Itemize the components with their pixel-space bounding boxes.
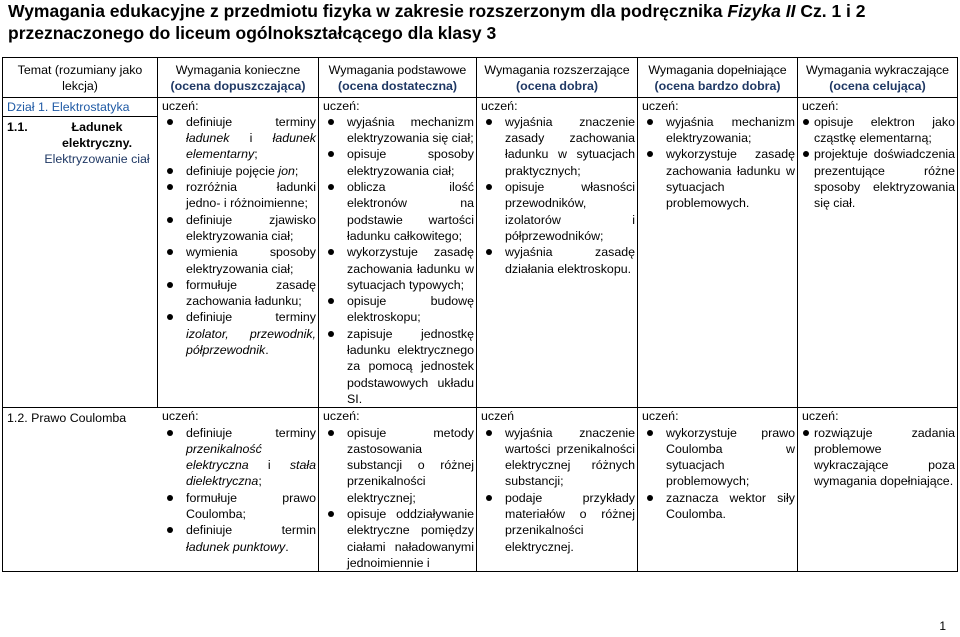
topic-name: Ładunek elektryczny. Elektryzowanie ciał bbox=[44, 119, 150, 167]
requirements-cell bbox=[638, 97, 798, 408]
list-item: wymienia sposoby elektryzowania ciał; bbox=[160, 244, 316, 277]
list-item: definiuje pojęcie jon; bbox=[160, 163, 316, 179]
header-topic: Temat (rozumiany jako lekcja) bbox=[3, 58, 158, 98]
topic-name: Prawo Coulomba bbox=[31, 411, 127, 426]
header-rozszerzajace: Wymagania rozszerzające (ocena dobra) bbox=[477, 58, 638, 98]
topic-number: 1.1. bbox=[7, 119, 28, 134]
list-item: formułuje prawo Coulomba; bbox=[160, 490, 316, 523]
list-item: podaje przykłady materiałów o różnej przenikalności elektrycznej. bbox=[479, 490, 635, 555]
table-row bbox=[3, 97, 958, 408]
list-item: opisuje elektron jako cząstkę elementarną; bbox=[800, 114, 955, 147]
requirements-list bbox=[800, 425, 955, 490]
list-item: opisuje własności przewodników, izolatorów i półprzewodników; bbox=[479, 179, 635, 244]
requirements-cell bbox=[319, 97, 477, 408]
requirements-list bbox=[800, 114, 955, 212]
list-item: wykorzystuje prawo Coulomba w sytuacjach problemowych; bbox=[640, 425, 795, 490]
list-item: zaznacza wektor siły Coulomba. bbox=[640, 490, 795, 523]
topic-and-konieczne-cell bbox=[3, 408, 319, 572]
list-item: wyjaśnia mechanizm elektryzowania; bbox=[640, 114, 795, 147]
header-wykraczajace: Wymagania wykraczające (ocena celująca) bbox=[798, 58, 958, 98]
requirements-lead: uczeń: bbox=[162, 409, 199, 424]
list-item: wykorzystuje zasadę zachowania ładunku w sytuacjach problemowych. bbox=[640, 146, 795, 211]
topic-cell bbox=[3, 97, 158, 408]
topic-number: 1.2. bbox=[7, 411, 28, 426]
requirements-lead: uczeń: bbox=[323, 409, 360, 424]
list-item: projektuje doświadczenia prezentujące różne sposoby elektryzowania się ciał. bbox=[800, 146, 955, 211]
requirements-cell bbox=[798, 408, 958, 572]
list-item: rozróżnia ładunki jedno- i różnoimienne; bbox=[160, 179, 316, 212]
list-item: definiuje termin ładunek punktowy. bbox=[160, 522, 316, 555]
requirements-cell bbox=[158, 97, 319, 408]
list-item: wyjaśnia mechanizm elektryzowania się ciał; bbox=[321, 114, 474, 147]
list-item: wyjaśnia znaczenie wartości przenikalności elektrycznej różnych substancji; bbox=[479, 425, 635, 490]
page-number: 1 bbox=[939, 619, 946, 633]
header-row bbox=[3, 58, 958, 98]
requirements-list bbox=[479, 425, 635, 555]
requirements-cell bbox=[158, 408, 318, 555]
topic bbox=[3, 408, 158, 555]
header-konieczne: Wymagania konieczne (ocena dopuszczająca) bbox=[158, 58, 319, 98]
requirements-lead: uczeń: bbox=[802, 98, 839, 113]
table-row bbox=[3, 408, 958, 572]
list-item: definiuje terminy przenikalność elektryczna i stała dielektryczna; bbox=[160, 425, 316, 490]
list-item: opisuje oddziaływanie elektryczne pomiędzy ciałami naładowanymi jednoimiennie i bbox=[321, 506, 474, 571]
topic bbox=[3, 116, 157, 170]
requirements-list bbox=[321, 425, 474, 572]
requirements-table bbox=[2, 57, 958, 572]
requirements-lead: uczeń: bbox=[642, 409, 679, 424]
list-item: rozwiązuje zadania problemowe wykraczające poza wymagania dopełniające. bbox=[800, 425, 955, 490]
requirements-list bbox=[640, 425, 795, 523]
requirements-lead: uczeń: bbox=[802, 409, 839, 424]
header-podstawowe: Wymagania podstawowe (ocena dostateczna) bbox=[319, 58, 477, 98]
requirements-cell bbox=[477, 408, 638, 572]
list-item: definiuje terminy izolator, przewodnik, półprzewodnik. bbox=[160, 309, 316, 358]
requirements-list bbox=[321, 114, 474, 407]
requirements-list bbox=[160, 114, 316, 358]
requirements-lead: uczeń: bbox=[162, 98, 199, 113]
requirements-lead: uczeń: bbox=[481, 98, 518, 113]
requirements-lead: uczeń bbox=[481, 409, 515, 424]
requirements-lead: uczeń: bbox=[323, 98, 360, 113]
list-item: wyjaśnia znaczenie zasady zachowania ładunku w sytuacjach praktycznych; bbox=[479, 114, 635, 179]
list-item: definiuje terminy ładunek i ładunek elementarny; bbox=[160, 114, 316, 163]
document-title: Wymagania edukacyjne z przedmiotu fizyka w zakresie rozszerzonym dla podręcznika Fizyka II Cz. 1 i 2 przeznaczonego do liceum ogólnokształcącego dla klasy 3 bbox=[8, 1, 866, 43]
list-item: opisuje metody zastosowania substancji o różnej przenikalności elektrycznej; bbox=[321, 425, 474, 506]
list-item: oblicza ilość elektronów na podstawie wartości ładunku całkowitego; bbox=[321, 179, 474, 244]
requirements-list bbox=[160, 425, 316, 555]
requirements-cell bbox=[319, 408, 477, 572]
requirements-lead: uczeń: bbox=[642, 98, 679, 113]
header-dopelniajace: Wymagania dopełniające (ocena bardzo dobra) bbox=[638, 58, 798, 98]
list-item: formułuje zasadę zachowania ładunku; bbox=[160, 277, 316, 310]
requirements-cell bbox=[477, 97, 638, 408]
section-title: Dział 1. Elektrostatyka bbox=[7, 99, 130, 114]
requirements-cell bbox=[798, 97, 958, 408]
list-item: zapisuje jednostkę ładunku elektrycznego za pomocą jednostek podstawowych układu SI. bbox=[321, 326, 474, 407]
requirements-list bbox=[479, 114, 635, 277]
list-item: opisuje budowę elektroskopu; bbox=[321, 293, 474, 326]
list-item: wyjaśnia zasadę działania elektroskopu. bbox=[479, 244, 635, 277]
requirements-cell bbox=[638, 408, 798, 572]
list-item: wykorzystuje zasadę zachowania ładunku w sytuacjach typowych; bbox=[321, 244, 474, 293]
list-item: opisuje sposoby elektryzowania ciał; bbox=[321, 146, 474, 179]
requirements-list bbox=[640, 114, 795, 212]
list-item: definiuje zjawisko elektryzowania ciał; bbox=[160, 212, 316, 245]
